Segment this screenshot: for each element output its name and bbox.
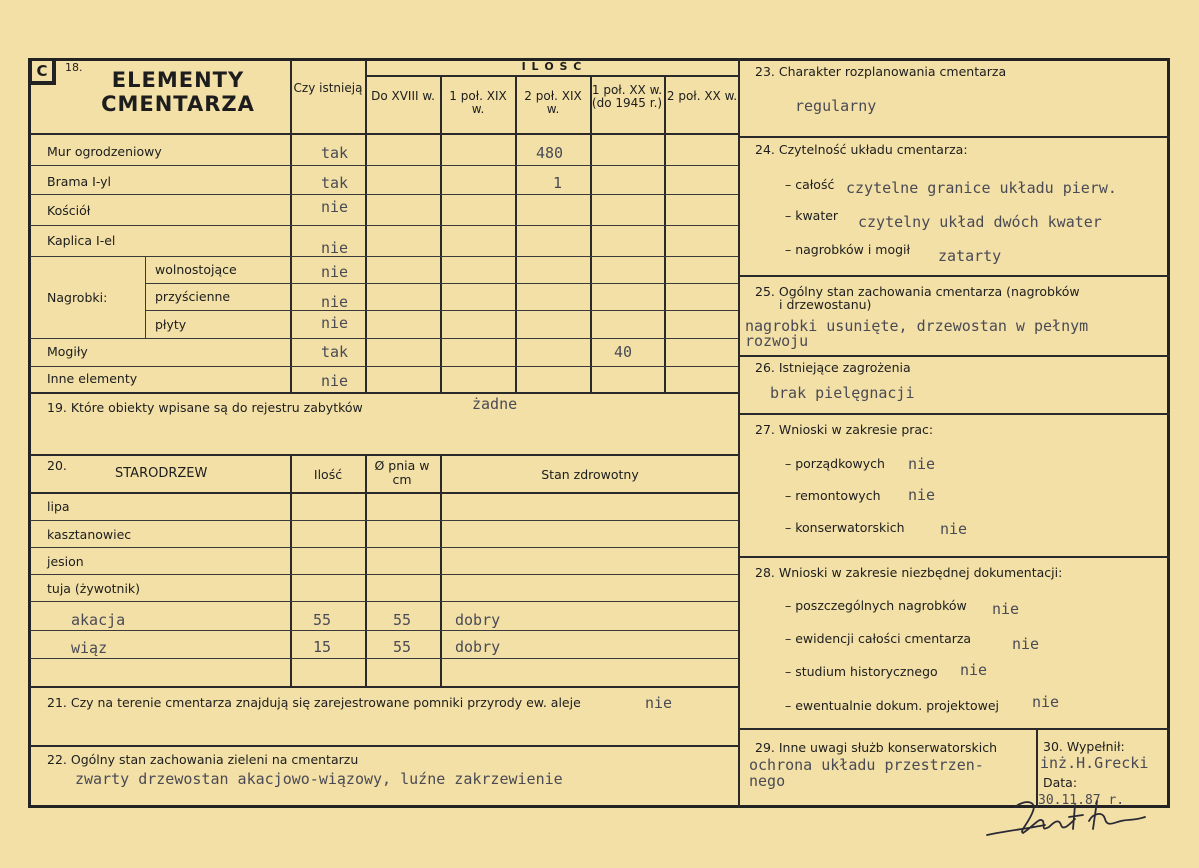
exists-value: tak xyxy=(321,343,349,361)
row-label: Mogiły xyxy=(47,344,88,359)
grid-line xyxy=(30,601,738,602)
date-value: 30.11.87 r. xyxy=(1038,793,1125,808)
section-27-label: 27. Wnioski w zakresie prac: xyxy=(755,422,934,437)
section-18-number: 18. xyxy=(65,61,83,74)
grid-line xyxy=(30,492,738,494)
section-29-value-2: nego xyxy=(749,772,786,790)
grid-line xyxy=(30,745,738,747)
grid-line xyxy=(30,454,738,456)
tree-label: jesion xyxy=(47,554,84,569)
item-label: – poszczególnych nagrobków xyxy=(785,598,967,613)
row-label: Inne elementy xyxy=(47,371,138,386)
section-20-title: STARODRZEW xyxy=(115,466,208,481)
row-label: wolnostojące xyxy=(155,262,237,277)
section-25-value: nagrobki usunięte, drzewostan w pełnym xyxy=(745,317,1089,335)
grid-line xyxy=(590,75,592,392)
exists-value: nie xyxy=(321,314,349,332)
col-exists-header: Czy istnieją xyxy=(293,81,363,95)
grid-line xyxy=(290,454,292,686)
tree-count: 55 xyxy=(313,611,332,629)
section-22-value: zwarty drzewostan akacjowo-wiązowy, luźne zakrzewienie xyxy=(75,770,563,788)
period-header: 1 poł. XX w. (do 1945 r.) xyxy=(591,83,663,111)
grid-line xyxy=(145,283,738,284)
section-21-label: 21. Czy na terenie cmentarza znajdują się zarejestrowane pomniki przyrody ew. aleje xyxy=(47,695,581,710)
item-value: nie xyxy=(908,486,936,504)
grid-line xyxy=(30,338,738,339)
tree-diameter: 55 xyxy=(393,638,412,656)
section-25-label-2: i drzewostanu) xyxy=(779,297,872,312)
grid-line xyxy=(30,630,738,631)
tree-name: akacja xyxy=(71,611,126,629)
section-26-label: 26. Istniejące zagrożenia xyxy=(755,360,911,375)
grid-line xyxy=(738,556,1170,558)
section-23-value: regularny xyxy=(795,97,877,115)
exists-value: tak xyxy=(321,144,349,162)
col-health-header: Stan zdrowotny xyxy=(541,467,639,482)
item-value: nie xyxy=(1012,635,1040,653)
section-21-value: nie xyxy=(645,694,673,712)
section-18-title: ELEMENTY CMENTARZA xyxy=(101,68,255,117)
grid-line xyxy=(365,75,738,77)
item-label: – porządkowych xyxy=(785,456,885,471)
grid-line xyxy=(145,256,146,338)
item-value: nie xyxy=(940,520,968,538)
grid-line xyxy=(30,547,738,548)
period-header: 2 poł. XX w. xyxy=(666,89,738,103)
section-22-label: 22. Ogólny stan zachowania zieleni na cmentarzu xyxy=(47,752,359,767)
period-header: 2 poł. XIX w. xyxy=(524,89,582,117)
signature-image xyxy=(985,795,1165,845)
item-value: nie xyxy=(992,600,1020,618)
item-value: nie xyxy=(1032,693,1060,711)
corner-mark: C xyxy=(30,59,56,85)
tree-label: tuja (żywotnik) xyxy=(47,581,141,596)
quantity-value: 40 xyxy=(614,343,633,361)
row-label: Kościół xyxy=(47,203,91,218)
item-label: – remontowych xyxy=(785,488,881,503)
exists-value: nie xyxy=(321,372,349,390)
item-value: nie xyxy=(960,661,988,679)
tree-health: dobry xyxy=(455,638,501,656)
row-label: płyty xyxy=(155,317,187,332)
section-29-value: ochrona układu przestrzen- xyxy=(749,756,984,774)
item-value: czytelne granice układu pierw. xyxy=(846,179,1117,197)
item-value: zatarty xyxy=(938,247,1002,265)
grid-line xyxy=(440,75,442,392)
item-label: – kwater xyxy=(785,208,839,223)
exists-value: nie xyxy=(321,263,349,281)
grid-line xyxy=(30,392,738,394)
grid-line xyxy=(738,728,1170,730)
filled-by-name: inż.H.Grecki xyxy=(1040,754,1149,772)
tree-name: wiąz xyxy=(71,639,108,657)
grid-line xyxy=(30,520,738,521)
grid-line xyxy=(738,355,1170,357)
item-label: – ewentualnie dokum. projektowej xyxy=(785,698,1000,713)
grid-line xyxy=(738,275,1170,277)
grid-line xyxy=(738,136,1170,138)
item-value: nie xyxy=(908,455,936,473)
period-header: Do XVIII w. xyxy=(371,89,435,103)
section-20-number: 20. xyxy=(47,458,67,473)
row-label: Mur ogrodzeniowy xyxy=(47,144,162,159)
row-label: Brama I-yl xyxy=(47,174,112,189)
section-25-label: 25. Ogólny stan zachowania cmentarza (nagrobków xyxy=(755,284,1080,299)
tree-count: 15 xyxy=(313,638,332,656)
column-divider xyxy=(738,58,740,808)
ilosc-header: I L O Ś Ć xyxy=(521,60,583,73)
item-value: czytelny układ dwóch kwater xyxy=(858,213,1102,231)
grid-line xyxy=(738,413,1170,415)
grid-line xyxy=(30,256,738,257)
row-label: przyścienne xyxy=(155,289,231,304)
grid-line xyxy=(30,686,738,688)
col-count-header: Ilość xyxy=(313,467,343,482)
section-29-label: 29. Inne uwagi służb konserwatorskich xyxy=(755,740,997,755)
grid-line xyxy=(365,454,367,686)
row-label: Kaplica I-el xyxy=(47,233,116,248)
section-26-value: brak pielęgnacji xyxy=(770,384,915,402)
section-28-label: 28. Wnioski w zakresie niezbędnej dokumentacji: xyxy=(755,565,1063,580)
grid-line xyxy=(145,310,738,311)
section-19-value: żadne xyxy=(472,395,518,413)
tree-label: lipa xyxy=(47,499,70,514)
grid-line xyxy=(30,574,738,575)
grid-line xyxy=(30,194,738,195)
grid-line xyxy=(365,60,367,392)
exists-value: nie xyxy=(321,293,349,311)
nagrobki-label: Nagrobki: xyxy=(47,290,108,305)
exists-value: nie xyxy=(321,239,349,257)
tree-health: dobry xyxy=(455,611,501,629)
section-25-value-2: rozwoju xyxy=(745,332,809,350)
item-label: – całość xyxy=(785,177,835,192)
grid-line xyxy=(30,133,738,135)
section-23-label: 23. Charakter rozplanowania cmentarza xyxy=(755,64,1007,79)
grid-line xyxy=(30,366,738,367)
item-label: – konserwatorskich xyxy=(785,520,905,535)
period-header: 1 poł. XIX w. xyxy=(449,89,507,117)
exists-value: tak xyxy=(321,174,349,192)
item-label: – ewidencji całości cmentarza xyxy=(785,631,972,646)
section-19-label: 19. Które obiekty wpisane są do rejestru zabytków xyxy=(47,400,363,415)
tree-diameter: 55 xyxy=(393,611,412,629)
grid-line xyxy=(440,454,442,686)
quantity-value: 480 xyxy=(536,144,564,162)
grid-line xyxy=(664,75,666,392)
exists-value: nie xyxy=(321,198,349,216)
grid-line xyxy=(30,165,738,166)
quantity-value: 1 xyxy=(553,174,563,192)
col-diameter-header: Ø pnia w cm xyxy=(374,458,430,487)
item-label: – studium historycznego xyxy=(785,664,938,679)
item-label: – nagrobków i mogił xyxy=(785,242,911,257)
date-label: Data: xyxy=(1043,775,1078,790)
grid-line xyxy=(30,225,738,226)
section-30-label: 30. Wypełnił: xyxy=(1043,739,1125,754)
tree-label: kasztanowiec xyxy=(47,527,132,542)
grid-line xyxy=(290,60,292,392)
grid-line xyxy=(515,75,517,392)
grid-line xyxy=(30,658,738,659)
section-24-label: 24. Czytelność układu cmentarza: xyxy=(755,142,968,157)
